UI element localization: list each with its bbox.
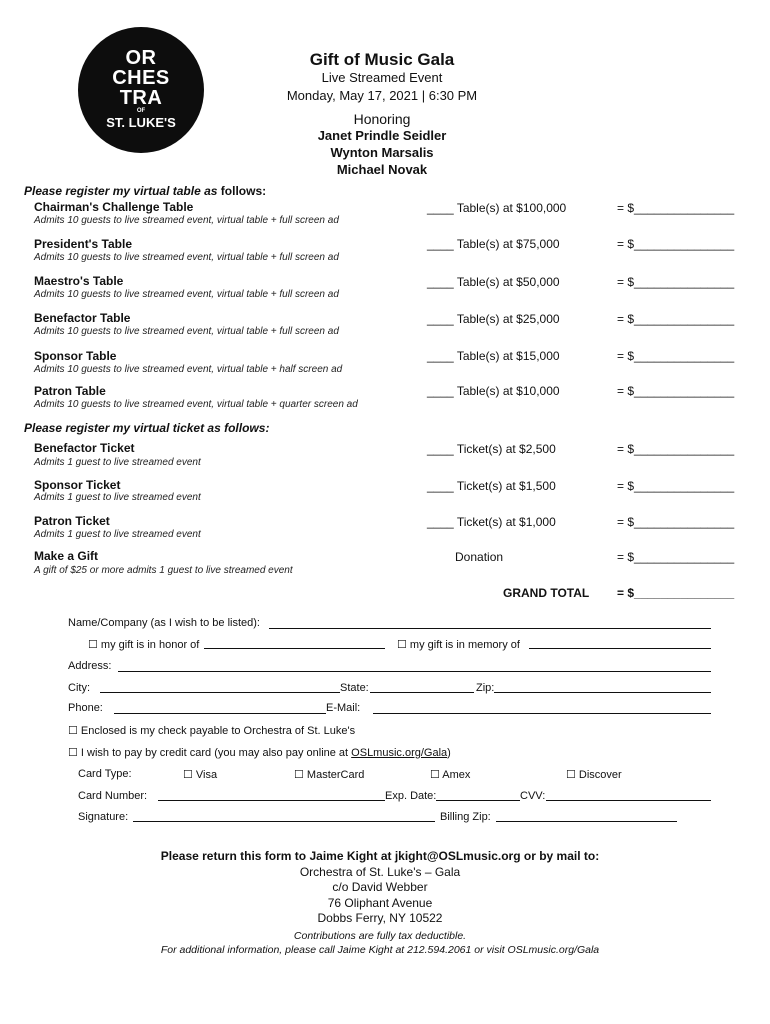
card-number-input[interactable] [158,800,385,801]
table-desc: Admits 10 guests to live streamed event, virtual table + half screen ad [34,364,343,375]
ticket-amount-field[interactable]: = $_______________ [617,515,735,529]
ticket-qty-field[interactable]: ____ Ticket(s) at $2,500 [427,442,556,456]
gift-desc: A gift of $25 or more admits 1 guest to live streamed event [34,565,293,576]
honor-input[interactable] [204,648,385,649]
name-input[interactable] [269,628,711,629]
memory-checkbox[interactable]: ☐ my gift is in memory of [397,639,520,651]
donation-label: Donation [455,550,504,564]
ticket-desc: Admits 1 guest to live streamed event [34,457,201,468]
table-desc: Admits 10 guests to live streamed event, virtual table + full screen ad [34,326,339,337]
ticket-name: Sponsor Ticket [34,478,121,492]
contact-info: For additional information, please call Jaime Kight at 212.594.2061 or visit OSLmusic.org/Gala [160,944,600,956]
table-amount-field[interactable]: = $_______________ [617,275,735,289]
check-payment-checkbox[interactable]: ☐ Enclosed is my check payable to Orchestra of St. Luke's [68,725,356,737]
zip-input[interactable] [494,692,711,693]
event-title: Gift of Music Gala [309,50,455,69]
mastercard-checkbox[interactable]: ☐ MasterCard [294,769,365,781]
ticket-qty-field[interactable]: ____ Ticket(s) at $1,500 [427,479,556,493]
address-input[interactable] [118,671,711,672]
tickets-section-heading: Please register my virtual ticket as follows: [24,421,270,435]
billing-zip-label: Billing Zip: [440,811,491,823]
ticket-desc: Admits 1 guest to live streamed event [34,529,201,540]
address-label: Address: [68,660,112,672]
billing-zip-input[interactable] [496,821,677,822]
state-label: State: [340,682,369,694]
table-qty-field[interactable]: ____ Table(s) at $25,000 [427,312,560,326]
tables-section-label-end: follows: [220,184,267,198]
table-name: Sponsor Table [34,349,117,363]
exp-date-input[interactable] [436,800,520,801]
mail-address-line: c/o David Webber [332,880,428,894]
table-amount-field[interactable]: = $_______________ [617,237,735,251]
memory-input[interactable] [529,648,711,649]
city-input[interactable] [100,692,340,693]
grand-total-label: GRAND TOTAL [503,586,590,600]
honoree: Michael Novak [336,162,428,177]
ticket-qty-field[interactable]: ____ Ticket(s) at $1,000 [427,515,556,529]
table-qty-field[interactable]: ____ Table(s) at $100,000 [427,201,567,215]
tables-section-heading [24,184,266,198]
return-instructions: Please return this form to Jaime Kight at jkight@OSLmusic.org or by mail to: [160,849,600,863]
table-name: Maestro's Table [34,274,124,288]
mail-address-line: 76 Oliphant Avenue [327,896,433,910]
event-subtitle: Live Streamed Event [321,70,443,85]
zip-label: Zip: [476,682,495,694]
table-name: President's Table [34,237,132,251]
phone-input[interactable] [114,713,326,714]
credit-card-checkbox[interactable] [68,746,451,759]
table-name: Chairman's Challenge Table [34,200,194,214]
table-desc: Admits 10 guests to live streamed event, virtual table + full screen ad [34,252,339,263]
visa-checkbox[interactable]: ☐ Visa [183,769,218,781]
ticket-name: Patron Ticket [34,514,110,528]
event-date: Monday, May 17, 2021 | 6:30 PM [286,88,478,103]
gift-name: Make a Gift [34,549,99,563]
email-input[interactable] [373,713,711,714]
table-qty-field[interactable]: ____ Table(s) at $10,000 [427,384,560,398]
city-label: City: [68,682,90,694]
table-desc: Admits 10 guests to live streamed event, virtual table + full screen ad [34,289,339,300]
table-qty-field[interactable]: ____ Table(s) at $50,000 [427,275,560,289]
discover-checkbox[interactable]: ☐ Discover [566,769,622,781]
signature-input[interactable] [133,821,435,822]
table-name: Benefactor Table [34,311,131,325]
ticket-name: Benefactor Ticket [34,441,135,455]
honoring-label: Honoring [353,111,411,127]
table-amount-field[interactable]: = $_______________ [617,349,735,363]
table-amount-field[interactable]: = $_______________ [617,201,735,215]
exp-date-label: Exp. Date: [385,790,437,802]
name-label: Name/Company (as I wish to be listed): [68,617,260,629]
mail-address-line: Orchestra of St. Luke's – Gala [299,865,461,879]
email-label: E-Mail: [326,702,361,714]
state-input[interactable] [370,692,474,693]
logo-line-1: OR [125,47,157,69]
amex-checkbox[interactable]: ☐ Amex [430,769,471,781]
cvv-input[interactable] [546,800,711,801]
tables-section-label: Please register my virtual table as [24,184,221,198]
table-desc: Admits 10 guests to live streamed event, virtual table + full screen ad [34,215,339,226]
tax-deductible-note: Contributions are fully tax deductible. [293,930,467,942]
ticket-amount-field[interactable]: = $_______________ [617,479,735,493]
logo-line-3: TRA [119,87,163,109]
honor-checkbox[interactable]: ☐ my gift is in honor of [88,639,200,651]
logo-line-4: ST. LUKE'S [106,115,176,130]
online-payment-link[interactable]: OSLmusic.org/Gala [351,747,448,759]
table-amount-field[interactable]: = $_______________ [617,384,735,398]
mail-address-line: Dobbs Ferry, NY 10522 [317,911,443,925]
signature-label: Signature: [78,811,129,823]
phone-label: Phone: [68,702,103,714]
ticket-amount-field[interactable]: = $_______________ [617,442,735,456]
logo-line-2: CHES [112,67,170,89]
table-amount-field[interactable]: = $_______________ [617,312,735,326]
honoree: Wynton Marsalis [330,145,434,160]
credit-card-label: ☐ I wish to pay by credit card (you may also pay online at [68,747,352,759]
gift-amount-field[interactable]: = $_______________ [617,550,735,564]
honoree: Janet Prindle Seidler [317,128,447,143]
orchestra-logo [78,27,204,153]
card-number-label: Card Number: [78,790,148,802]
credit-card-label-close: ) [447,747,451,759]
card-type-label: Card Type: [78,768,132,780]
grand-total-field[interactable]: = $_______________ [617,586,735,600]
ticket-desc: Admits 1 guest to live streamed event [34,492,201,503]
table-qty-field[interactable]: ____ Table(s) at $75,000 [427,237,560,251]
table-name: Patron Table [34,384,106,398]
logo-of: OF [136,108,146,114]
table-desc: Admits 10 guests to live streamed event, virtual table + quarter screen ad [34,399,358,410]
cvv-label: CVV: [520,790,546,802]
table-qty-field[interactable]: ____ Table(s) at $15,000 [427,349,560,363]
